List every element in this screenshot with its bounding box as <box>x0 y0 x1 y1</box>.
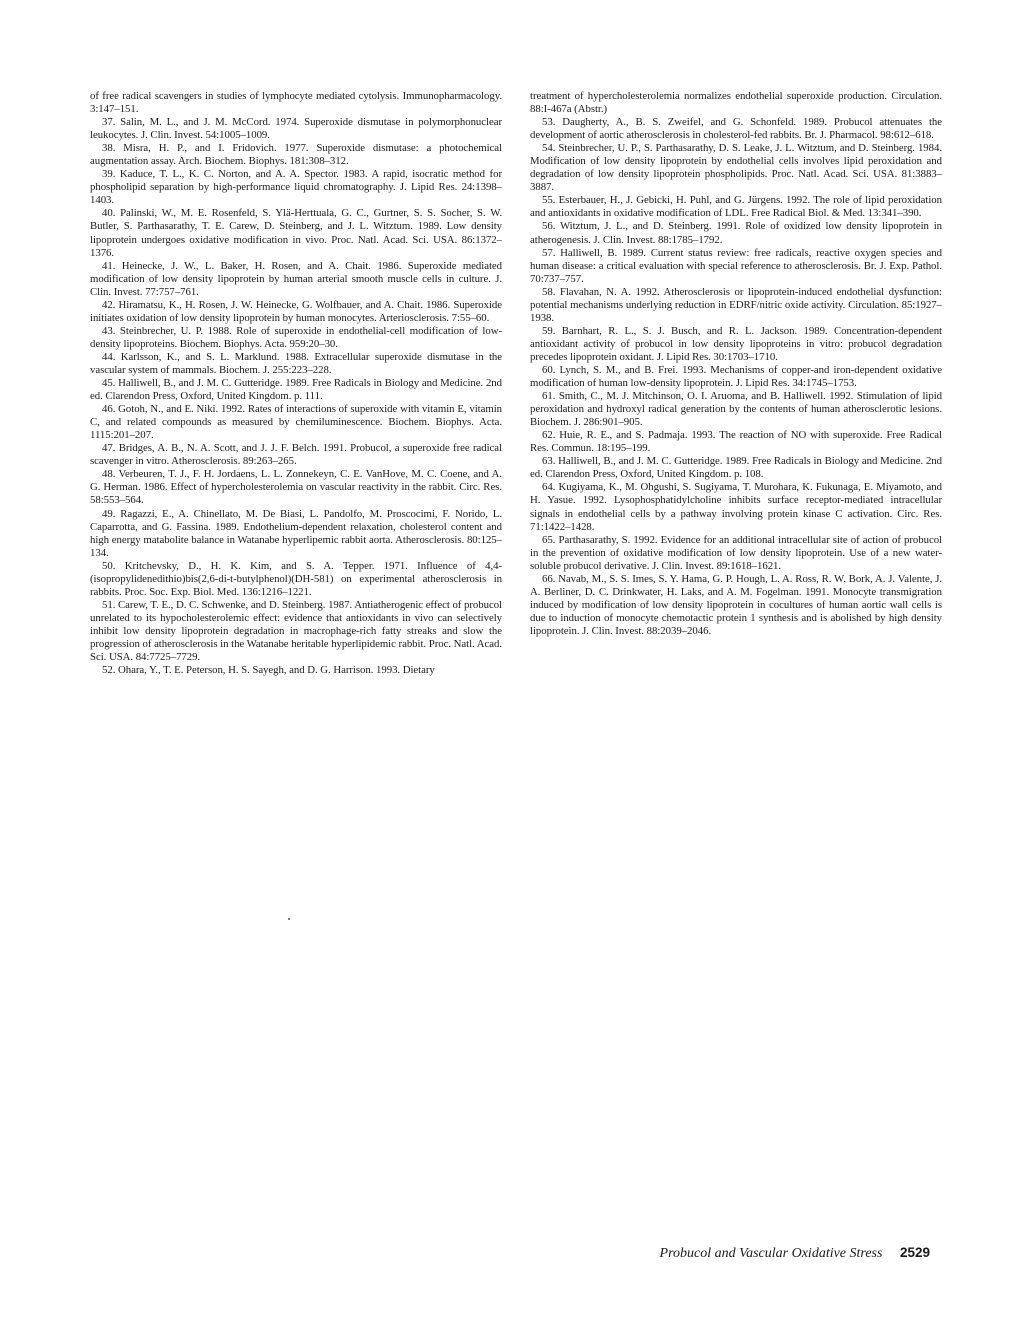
reference-63: 63. Halliwell, B., and J. M. C. Gutteridge. 1989. Free Radicals in Biology and Medicine. 2nd ed. Clarendon Press, Oxford, United Kingdom. p. 108. <box>530 455 942 481</box>
scan-speck <box>288 918 290 920</box>
right-reference-column <box>530 90 942 638</box>
reference-60: 60. Lynch, S. M., and B. Frei. 1993. Mechanisms of copper-and iron-dependent oxidative modification of human low-density lipoprotein. J. Lipid Res. 34:1745–1753. <box>530 363 942 390</box>
reference-58: 58. Flavahan, N. A. 1992. Atherosclerosis or lipoprotein-induced endothelial dysfunction: potential mechanisms underlying reduction in EDRF/nitric oxide activity. Circulation. 85:1927–1938. <box>530 285 942 324</box>
reference-50: 50. Kritchevsky, D., H. K. Kim, and S. A. Tepper. 1971. Influence of 4,4-(isopropylidenedithio)bis(2,6-di-t-butylphenol)(DH-581) on experimental atherosclerosis in rabbits. Proc. Soc. Exp. Biol. Med. 136:1216–1221. <box>90 559 502 598</box>
reference-46: 46. Gotoh, N., and E. Niki. 1992. Rates of interactions of superoxide with vitamin E, vitamin C, and related compounds as measured by chemiluminescence. Biochem. Biophys. Acta. 1115:201–207. <box>90 403 502 442</box>
reference-53: 53. Daugherty, A., B. S. Zweifel, and G. Schonfeld. 1989. Probucol attenuates the development of aortic atherosclerosis in cholesterol-fed rabbits. Br. J. Pharmacol. 98:612–618. <box>530 116 942 142</box>
reference-57: 57. Halliwell, B. 1989. Current status review: free radicals, reactive oxygen species and human disease: a critical evaluation with special reference to atherosclerosis. Br. J. Exp. Pathol. 70:737–757. <box>530 246 942 285</box>
reference-65: 65. Parthasarathy, S. 1992. Evidence for an additional intracellular site of action of probucol in the prevention of oxidative modification of low density lipoprotein. Use of a new water-soluble probucol derivative. J. Clin. Invest. 89:1618–1621. <box>530 533 942 572</box>
reference-41: 41. Heinecke, J. W., L. Baker, H. Rosen, and A. Chait. 1986. Superoxide mediated modification of low density lipoprotein by human arterial smooth muscle cells in culture. J. Clin. Invest. 77:757–761. <box>90 259 502 298</box>
reference-56: 56. Witztum, J. L., and D. Steinberg. 1991. Role of oxidized low density lipoprotein in atherogenesis. J. Clin. Invest. 88:1785–1792. <box>530 220 942 246</box>
reference-37: 37. Salin, M. L., and J. M. McCord. 1974. Superoxide dismutase in polymorphonuclear leukocytes. J. Clin. Invest. 54:1005–1009. <box>90 116 502 142</box>
reference-61: 61. Smith, C., M. J. Mitchinson, O. I. Aruoma, and B. Halliwell. 1992. Stimulation of lipid peroxidation and hydroxyl radical generation by the contents of human atherosclerotic lesions. Biochem. J. 286:901–905. <box>530 390 942 429</box>
reference-52: 52. Ohara, Y., T. E. Peterson, H. S. Sayegh, and D. G. Harrison. 1993. Dietary <box>102 664 435 677</box>
reference-continuation: of free radical scavengers in studies of lymphocyte mediated cytolysis. Immunopharmacology. 3:147–151. <box>90 90 502 116</box>
running-title: Probucol and Vascular Oxidative Stress <box>659 1246 883 1261</box>
reference-48: 48. Verbeuren, T. J., F. H. Jordaens, L. L. Zonnekeyn, C. E. VanHove, M. C. Coene, and A. G. Herman. 1986. Effect of hypercholesterolemia on vascular reactivity in the rabbit. Circ. Res. 58:553–564. <box>90 468 502 507</box>
reference-43: 43. Steinbrecher, U. P. 1988. Role of superoxide in endothelial-cell modification of low-density lipoproteins. Biochem. Biophys. Acta. 959:20–30. <box>90 324 502 350</box>
left-reference-column <box>90 90 502 677</box>
reference-62: 62. Huie, R. E., and S. Padmaja. 1993. The reaction of NO with superoxide. Free Radical Res. Commun. 18:195–199. <box>530 429 942 455</box>
reference-42: 42. Hiramatsu, K., H. Rosen, J. W. Heinecke, G. Wolfbauer, and A. Chait. 1986. Superoxide initiates oxidation of low density lipoprotein by human monocytes. Arteriosclerosis. 7:55–60. <box>90 298 502 324</box>
reference-47: 47. Bridges, A. B., N. A. Scott, and J. J. F. Belch. 1991. Probucol, a superoxide free radical scavenger in vitro. Atherosclerosis. 89:263–265. <box>90 442 502 468</box>
reference-52-continuation: treatment of hypercholesterolemia normalizes endothelial superoxide production. Circulation. 88:I-467a (Abstr.) <box>530 90 942 116</box>
reference-49: 49. Ragazzi, E., A. Chinellato, M. De Biasi, L. Pandolfo, M. Proscocimi, F. Norido, L. Caparrotta, and G. Fassina. 1989. Endothelium-dependent relaxation, cholesterol content and high energy matabolite balance in Watanabe hyperlipemic rabbit aorta. Atherosclerosis. 80:125–134. <box>90 507 502 559</box>
reference-40: 40. Palinski, W., M. E. Rosenfeld, S. Ylä-Herttuala, G. C., Gurtner, S. S. Socher, S. W. Butler, S. Parthasarathy, T. E. Carew, D. Steinberg, and J. L. Witztum. 1989. Low density lipoprotein undergoes oxidative modification in vivo. Proc. Natl. Acad. Sci. USA. 86:1372–1376. <box>90 207 502 259</box>
reference-39: 39. Kaduce, T. L., K. C. Norton, and A. A. Spector. 1983. A rapid, isocratic method for phospholipid separation by high-performance liquid chromatography. J. Lipid Res. 24:1398–1403. <box>90 168 502 207</box>
reference-45: 45. Halliwell, B., and J. M. C. Gutteridge. 1989. Free Radicals in Biology and Medicine. 2nd ed. Clarendon Press, Oxford, United Kingdom. p. 111. <box>90 377 502 403</box>
reference-59: 59. Barnhart, R. L., S. J. Busch, and R. L. Jackson. 1989. Concentration-dependent antioxidant activity of probucol in low density lipoproteins in vitro: probucol degradation precedes lipoprotein oxidant. J. Lipid Res. 30:1703–1710. <box>530 324 942 363</box>
reference-55: 55. Esterbauer, H., J. Gebicki, H. Puhl, and G. Jürgens. 1992. The role of lipid peroxidation and antioxidants in oxidative modification of LDL. Free Radical Biol. & Med. 13:341–390. <box>530 194 942 220</box>
reference-44: 44. Karlsson, K., and S. L. Marklund. 1988. Extracellular superoxide dismutase in the vascular system of mammals. Biochem. J. 255:223–228. <box>90 350 502 376</box>
reference-38: 38. Misra, H. P., and I. Fridovich. 1977. Superoxide dismutase: a photochemical augmentation assay. Arch. Biochem. Biophys. 181:308–312. <box>90 142 502 168</box>
page-number: 2529 <box>899 1245 930 1260</box>
reference-64: 64. Kugiyama, K., M. Ohgushi, S. Sugiyama, T. Murohara, K. Fukunaga, E. Miyamoto, and H. Yasue. 1992. Lysophosphatidylcholine inhibits surface receptor-mediated intracellular signals in endothelial cells by a pathway involving protein kinase C activation. Circ. Res. 71:1422–1428. <box>530 481 942 533</box>
reference-66: 66. Navab, M., S. S. Imes, S. Y. Hama, G. P. Hough, L. A. Ross, R. W. Bork, A. J. Valente, J. A. Berliner, D. C. Drinkwater, H. Laks, and A. M. Fogelman. 1991. Monocyte transmigration induced by modification of low density lipoprotein in cocultures of human aortic wall cells is due to induction of monocyte chemotactic protein 1 synthesis and is abolished by high density lipoprotein. J. Clin. Invest. 88:2039–2046. <box>530 572 942 637</box>
reference-54: 54. Steinbrecher, U. P., S. Parthasarathy, D. S. Leake, J. L. Witztum, and D. Steinberg. 1984. Modification of low density lipoprotein by endothelial cells involves lipid peroxidation and degradation of low density lipoprotein phospholipids. Proc. Natl. Acad. Sci. USA. 81:3883–3887. <box>530 142 942 194</box>
reference-51: 51. Carew, T. E., D. C. Schwenke, and D. Steinberg. 1987. Antiatherogenic effect of probucol unrelated to its hypocholesterolemic effect: evidence that antioxidants in vivo can selectively inhibit low density lipoprotein degradation in macrophage-rich fatty streaks and slow the progression of atherosclerosis in the Watanabe heritable hyperlipidemic rabbit. Proc. Natl. Acad. Sci. USA. 84:7725–7729. <box>90 598 502 664</box>
page-footer <box>660 1245 930 1262</box>
